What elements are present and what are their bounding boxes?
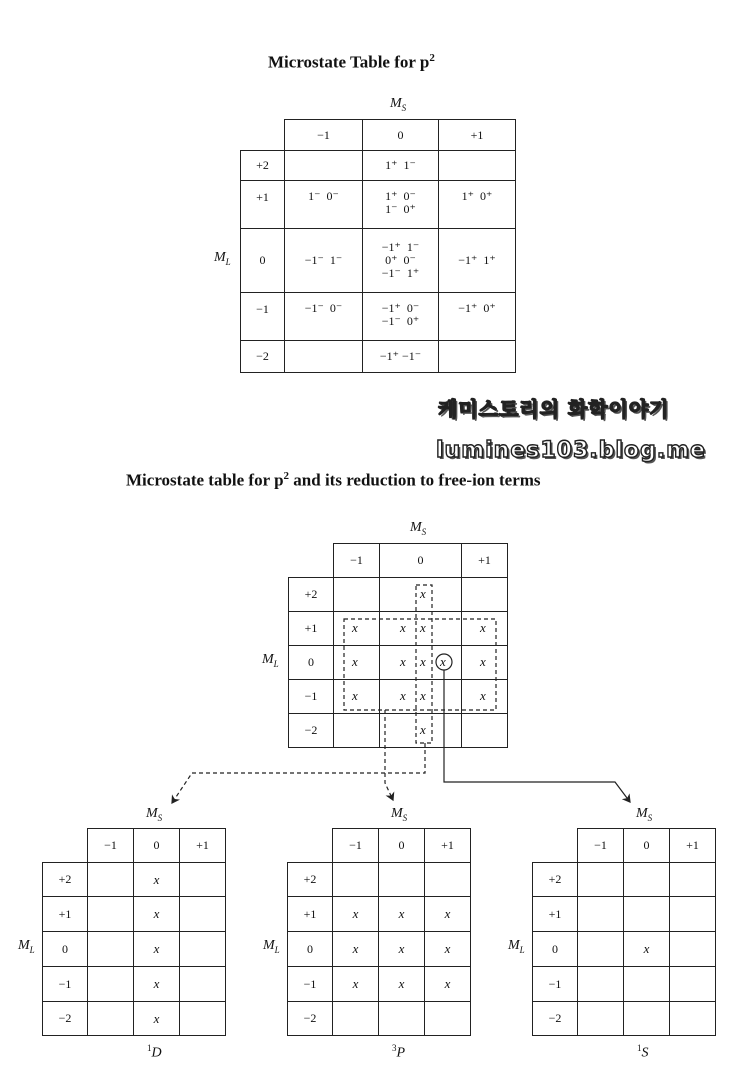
microstate-mark: x [352,688,358,703]
reduction-cell [333,577,380,612]
microstate-list [382,241,419,280]
ml-row-label: −2 [240,340,285,373]
microstate-cell [438,228,516,293]
term-cell [87,966,134,1002]
microstate-mark: x [440,654,446,669]
term-cell [623,1001,670,1036]
ml-row-label: +1 [532,896,578,932]
watermark-url: lumines103.blog.me [436,438,706,463]
microstate-cell [438,292,516,341]
microstate-list [380,350,421,363]
term-cell [623,862,670,897]
microstate: 1⁺ 1⁻ [385,158,416,172]
microstate-cell [362,150,439,181]
term-cell [669,1001,716,1036]
ms-header-cell: 0 [133,828,180,863]
ml-row-label: +2 [42,862,88,897]
term-cell [424,862,471,897]
ml-row-label: −2 [42,1001,88,1036]
ml-row-label: −1 [42,966,88,1002]
term-cell [378,1001,425,1036]
ml-row-label: 0 [532,931,578,967]
microstate: −1⁺ 0⁻ [381,301,420,315]
ms-header-cell: −1 [333,543,380,578]
term-cell [669,966,716,1002]
term-cell [378,862,425,897]
microstate-list [462,190,493,203]
ml-row-label: +2 [287,862,333,897]
reduction-cell [461,577,508,612]
ms-axis-label: $M_S$ [146,806,163,823]
term-cell: x [378,931,425,967]
term-cell [623,896,670,932]
term-cell [332,862,379,897]
ms-header-cell: +1 [438,119,516,151]
microstate: −1⁻ 0⁻ [304,301,343,315]
ms-header-cell: 0 [362,119,439,151]
ms-header-cell: −1 [577,828,624,863]
microstate-mark: x [420,586,426,601]
microstate-mark: x [352,654,358,669]
title-microstate-table: Microstate Table for $p^2$ [268,52,435,72]
ml-axis-label: $M_L$ [263,938,280,955]
microstate-cell [284,180,363,229]
microstate-mark: x [480,620,486,635]
microstate-mark: x [400,688,406,703]
microstate-cell [284,292,363,341]
term-cell: x [378,966,425,1002]
microstate-mark: x [420,722,426,737]
term-cell [577,931,624,967]
term-cell [424,1001,471,1036]
ml-axis-label: $M_L$ [262,652,279,669]
microstate: 1⁺ 0⁺ [461,189,493,203]
term-label-1S: $^1$S [637,1043,649,1061]
microstate-cell [438,340,516,373]
term-cell [577,966,624,1002]
ml-axis-label: $M_L$ [508,938,525,955]
reduction-cell [461,713,508,748]
term-cell: x [332,931,379,967]
term-cell: x [133,862,180,897]
ml-row-label: −1 [288,679,334,714]
ml-row-label: +1 [287,896,333,932]
term-cell [669,862,716,897]
term-cell [179,1001,226,1036]
microstate: −1⁺ 0⁺ [458,301,496,315]
microstate-cell [438,180,516,229]
microstate-cell [284,228,363,293]
term-cell: x [332,896,379,932]
microstate-mark: x [420,620,426,635]
term-cell [577,862,624,897]
ms-axis-label: $M_S$ [636,806,653,823]
microstate-list [382,302,419,328]
microstate-list [458,254,495,267]
microstate-mark: x [420,654,426,669]
ms-axis-label: $M_S$ [390,96,407,113]
term-cell: x [424,966,471,1002]
ml-row-label: 0 [42,931,88,967]
microstate: 1⁻ 0⁺ [385,202,416,216]
microstate: −1⁺ 1⁺ [458,253,496,267]
ml-row-label: 0 [240,228,285,293]
reduction-cell [333,713,380,748]
ml-row-label: −1 [287,966,333,1002]
microstate-mark: x [480,654,486,669]
term-cell: x [133,896,180,932]
term-cell [87,896,134,932]
title-reduction: Microstate table for $p^2$ and its reduction to free-ion terms [126,470,541,490]
ml-row-label: +1 [42,896,88,932]
microstate: 1⁻ 0⁻ [308,189,339,203]
ms-header-cell: 0 [378,828,425,863]
microstate-list [308,190,339,203]
microstate-cell [362,228,439,293]
ms-header-cell: −1 [284,119,363,151]
term-cell: x [378,896,425,932]
term-cell [179,931,226,967]
ml-row-label: −2 [288,713,334,748]
microstate: 0⁺ 0⁻ [385,253,416,267]
microstate-cell [362,180,439,229]
term-cell: x [623,931,670,967]
term-cell: x [424,931,471,967]
term-cell: x [332,966,379,1002]
microstate-mark: x [352,620,358,635]
ms-header-cell: 0 [379,543,462,578]
ms-axis-label: $M_S$ [391,806,408,823]
microstate-mark: x [480,688,486,703]
microstate: −1⁻ 0⁺ [381,314,420,328]
microstate-list [305,302,342,315]
ms-header-cell: +1 [179,828,226,863]
term-cell: x [133,966,180,1002]
microstate: −1⁻ 1⁻ [304,253,343,267]
term-label-1D: $^1$D [147,1043,162,1061]
ml-row-label: +1 [288,611,334,646]
ml-row-label: −1 [240,292,285,341]
arrow-to-1D [172,743,425,803]
term-cell [179,862,226,897]
microstate-cell [438,150,516,181]
ms-header-cell: 0 [623,828,670,863]
term-cell [87,862,134,897]
microstate-list [458,302,495,315]
ms-header-cell: −1 [87,828,134,863]
term-cell [179,896,226,932]
microstate-cell [284,340,363,373]
term-cell [577,896,624,932]
microstate-mark: x [400,620,406,635]
term-label-3P: $^3$P [392,1043,406,1061]
ms-header-cell: +1 [424,828,471,863]
term-cell [669,896,716,932]
term-cell [179,966,226,1002]
microstate: −1⁻ 1⁺ [381,266,420,280]
ml-row-label: −2 [532,1001,578,1036]
term-cell [332,1001,379,1036]
microstate-cell [362,292,439,341]
term-cell [87,1001,134,1036]
microstate-mark: x [400,654,406,669]
ml-row-label: 0 [287,931,333,967]
ml-row-label: +2 [240,150,285,181]
watermark-korean: 케미스토리의 화학이야기 [438,397,670,421]
ml-axis-label: $M_L$ [18,938,35,955]
term-cell [577,1001,624,1036]
microstate: 1⁺ 0⁻ [385,189,416,203]
term-cell: x [424,896,471,932]
microstate: −1⁺ −1⁻ [379,349,422,363]
microstate-cell [284,150,363,181]
ml-axis-label: $M_L$ [214,250,231,267]
ml-row-label: 0 [288,645,334,680]
term-cell: x [133,1001,180,1036]
term-cell [87,931,134,967]
microstate: −1⁺ 1⁻ [381,240,420,254]
ml-row-label: −1 [532,966,578,1002]
term-cell [669,931,716,967]
microstate-mark: x [420,688,426,703]
microstate-list [385,159,416,172]
microstate-cell [362,340,439,373]
microstate-list [305,254,342,267]
ms-header-cell: +1 [461,543,508,578]
ms-axis-label: $M_S$ [410,520,427,537]
ml-row-label: +2 [288,577,334,612]
ms-header-cell: +1 [669,828,716,863]
term-cell [623,966,670,1002]
ml-row-label: +2 [532,862,578,897]
ml-row-label: −2 [287,1001,333,1036]
ms-header-cell: −1 [332,828,379,863]
term-cell: x [133,931,180,967]
ml-row-label: +1 [240,180,285,229]
microstate-list [385,190,416,216]
